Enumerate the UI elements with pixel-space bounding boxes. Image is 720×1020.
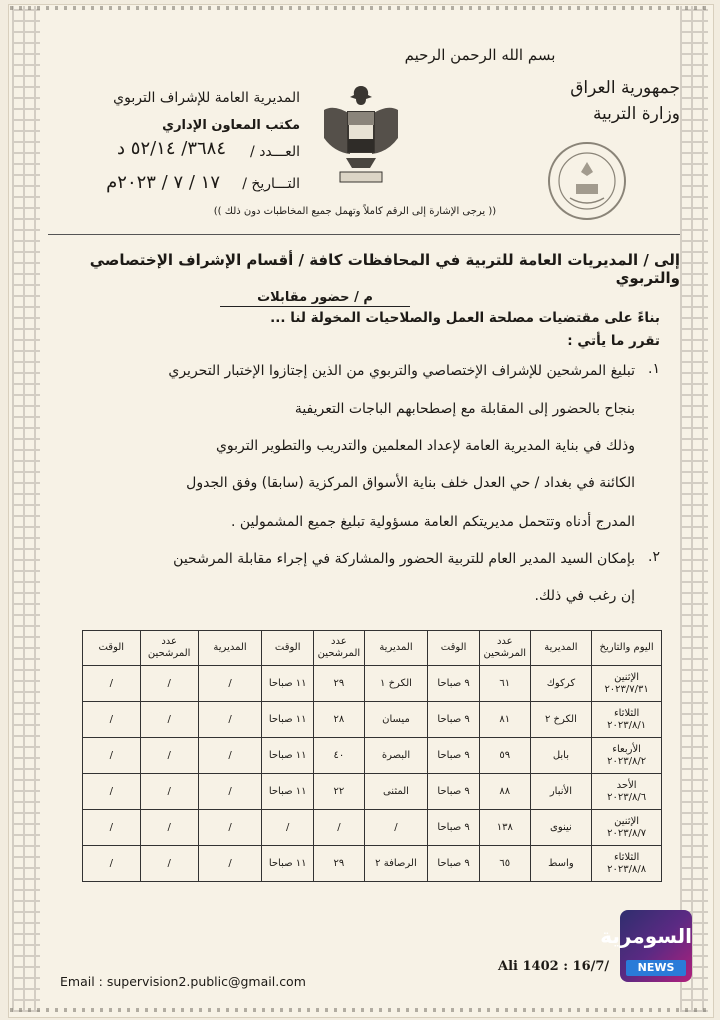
row-date: ٢٠٢٣/٨/١ bbox=[607, 719, 647, 731]
contact-email: Email : supervision2.public@gmail.com bbox=[60, 974, 306, 989]
document-number: ٣٦٨٤/ ٥٢/١٤ د bbox=[117, 138, 226, 159]
table-cell: ١١ صباحا bbox=[262, 666, 314, 702]
item-line: إن رغب في ذلك. bbox=[534, 588, 635, 604]
table-cell: المثنى bbox=[364, 774, 428, 810]
table-cell: ٨١ bbox=[479, 702, 530, 738]
column-header: عدد المرشحين bbox=[314, 631, 365, 666]
table-cell: / bbox=[140, 774, 198, 810]
day-name: الإثنين bbox=[614, 671, 640, 683]
table-row bbox=[83, 846, 662, 882]
table-cell: ١١ صباحا bbox=[262, 774, 314, 810]
directorate-name: المديرية العامة للإشراف التربوي bbox=[113, 90, 300, 106]
table-cell: واسط bbox=[530, 846, 592, 882]
news-logo bbox=[600, 910, 692, 982]
item-line: وذلك في بناية المديرية العامة لإعداد المعلمين والتدريب والتطوير التربوي bbox=[215, 438, 635, 454]
office-name: مكتب المعاون الإداري bbox=[162, 118, 300, 133]
table-cell: / bbox=[198, 666, 262, 702]
table-cell: ١١ صباحا bbox=[262, 738, 314, 774]
day-date-cell bbox=[592, 810, 662, 846]
table-cell: / bbox=[83, 810, 141, 846]
column-header: الوقت bbox=[262, 631, 314, 666]
table-cell: ٢٢ bbox=[314, 774, 365, 810]
table-cell: / bbox=[314, 810, 365, 846]
table-cell: / bbox=[140, 702, 198, 738]
interview-schedule-table bbox=[82, 630, 662, 882]
reference-notice: (( يرجى الإشارة إلى الرقم كاملاً وتهمل جميع المخاطبات دون ذلك )) bbox=[213, 206, 497, 217]
table-cell: / bbox=[364, 810, 428, 846]
column-header: المديرية bbox=[530, 631, 592, 666]
day-date-cell bbox=[592, 774, 662, 810]
table-cell: ٥٩ bbox=[479, 738, 530, 774]
table-cell: / bbox=[262, 810, 314, 846]
item-number: ٢. bbox=[648, 549, 660, 565]
table-cell: / bbox=[140, 738, 198, 774]
decorative-border-top bbox=[10, 6, 710, 10]
date-label: التـــاريخ / bbox=[242, 176, 300, 192]
subject: م / حضور مقابلات bbox=[220, 290, 410, 307]
basmala: بسم الله الرحمن الرحيم bbox=[404, 46, 556, 64]
eagle-emblem-icon bbox=[318, 80, 404, 188]
table-row bbox=[83, 666, 662, 702]
document-reference: Ali 1402 : 16/7/ bbox=[498, 959, 610, 974]
row-date: ٢٠٢٣/٧/٣١ bbox=[604, 683, 649, 695]
ministry-name: وزارة التربية bbox=[592, 104, 680, 124]
column-header: الوقت bbox=[428, 631, 480, 666]
decorative-border-bottom bbox=[10, 1008, 710, 1012]
decorative-border-left bbox=[12, 6, 40, 1012]
day-name: الأربعاء bbox=[612, 743, 641, 755]
table-cell: / bbox=[83, 774, 141, 810]
table-cell: ٦٥ bbox=[479, 846, 530, 882]
table-cell: نينوى bbox=[530, 810, 592, 846]
day-date-cell bbox=[592, 666, 662, 702]
table-cell: / bbox=[83, 846, 141, 882]
table-cell: / bbox=[198, 774, 262, 810]
addressee: إلى / المديريات العامة للتربية في المحافظات كافة / أقسام الإشراف الإختصاصي والتربوي bbox=[89, 251, 680, 287]
column-header: الوقت bbox=[83, 631, 141, 666]
table-cell: الرصافة ٢ bbox=[364, 846, 428, 882]
table-cell: / bbox=[83, 702, 141, 738]
table-cell: ١١ صباحا bbox=[262, 702, 314, 738]
day-date-cell bbox=[592, 846, 662, 882]
item-line: بإمكان السيد المدير العام للتربية الحضور والمشاركة في إجراء مقابلة المرشحين bbox=[173, 551, 635, 567]
country-name: جمهورية العراق bbox=[570, 78, 680, 98]
day-name: الأحد bbox=[616, 779, 637, 791]
table-cell: ٩ صباحا bbox=[428, 738, 480, 774]
item-line: تبليغ المرشحين للإشراف الإختصاصي والتربوي من الذين إجتازوا الإختبار التحريري bbox=[168, 363, 635, 379]
table-cell: ١١ صباحا bbox=[262, 846, 314, 882]
table-row bbox=[83, 810, 662, 846]
table-cell: ٩ صباحا bbox=[428, 702, 480, 738]
table-cell: ٢٩ bbox=[314, 666, 365, 702]
table-cell: الأنبار bbox=[530, 774, 592, 810]
item-line: المدرج أدناه وتتحمل مديريتكم العامة مسؤولية تبليغ جميع المشمولين . bbox=[231, 514, 635, 530]
news-badge: NEWS bbox=[626, 960, 686, 976]
table-cell: ١٣٨ bbox=[479, 810, 530, 846]
table-cell: ٩ صباحا bbox=[428, 774, 480, 810]
row-date: ٢٠٢٣/٨/٧ bbox=[607, 827, 647, 839]
item-number: ١. bbox=[648, 361, 660, 377]
table-cell: / bbox=[198, 738, 262, 774]
item-line: الكائنة في بغداد / حي العدل خلف بناية الأسواق المركزية (سابقا) وفق الجدول bbox=[186, 475, 635, 491]
row-date: ٢٠٢٣/٨/٦ bbox=[607, 791, 647, 803]
ministry-seal-icon bbox=[546, 140, 628, 222]
table-row bbox=[83, 774, 662, 810]
column-header: المديرية bbox=[198, 631, 262, 666]
table-cell: / bbox=[140, 846, 198, 882]
header-divider bbox=[48, 234, 680, 235]
table-cell: ٢٨ bbox=[314, 702, 365, 738]
column-header: اليوم والتاريخ bbox=[592, 631, 662, 666]
day-date-cell bbox=[592, 702, 662, 738]
table-cell: الكرخ ٢ bbox=[530, 702, 592, 738]
table-cell: / bbox=[83, 666, 141, 702]
table-cell: الكرخ ١ bbox=[364, 666, 428, 702]
day-date-cell bbox=[592, 738, 662, 774]
logo-text: السومرية bbox=[600, 924, 692, 948]
table-cell: ٨٨ bbox=[479, 774, 530, 810]
row-date: ٢٠٢٣/٨/٨ bbox=[607, 863, 647, 875]
column-header: عدد المرشحين bbox=[479, 631, 530, 666]
table-cell: ٦١ bbox=[479, 666, 530, 702]
table-cell: / bbox=[83, 738, 141, 774]
day-name: الثلاثاء bbox=[613, 707, 640, 719]
intro-decision: تقرر ما يأتي : bbox=[567, 333, 660, 349]
table-cell: ٩ صباحا bbox=[428, 846, 480, 882]
decorative-border-right bbox=[680, 6, 708, 1012]
table-header-row bbox=[83, 631, 662, 666]
day-name: الإثنين bbox=[614, 815, 640, 827]
column-header: المديرية bbox=[364, 631, 428, 666]
table-cell: / bbox=[198, 810, 262, 846]
table-cell: ٩ صباحا bbox=[428, 810, 480, 846]
table-cell: بابل bbox=[530, 738, 592, 774]
day-name: الثلاثاء bbox=[613, 851, 640, 863]
table-cell: البصرة bbox=[364, 738, 428, 774]
item-line: بنجاح بالحضور إلى المقابلة مع إصطحابهم الباجات التعريفية bbox=[294, 401, 635, 417]
table-cell: ميسان bbox=[364, 702, 428, 738]
table-cell: / bbox=[140, 810, 198, 846]
document-date: ١٧ / ٧ / ٢٠٢٣م bbox=[106, 172, 220, 193]
table-cell: ٩ صباحا bbox=[428, 666, 480, 702]
row-date: ٢٠٢٣/٨/٢ bbox=[607, 755, 647, 767]
table-cell: / bbox=[140, 666, 198, 702]
table-cell: / bbox=[198, 846, 262, 882]
table-cell: ٢٩ bbox=[314, 846, 365, 882]
column-header: عدد المرشحين bbox=[140, 631, 198, 666]
table-row bbox=[83, 738, 662, 774]
number-label: العـــدد / bbox=[250, 144, 300, 160]
table-cell: كركوك bbox=[530, 666, 592, 702]
table-cell: / bbox=[198, 702, 262, 738]
table-row bbox=[83, 702, 662, 738]
intro-line: بناءً على مقتضيات مصلحة العمل والصلاحيات المخولة لنا ... bbox=[270, 310, 660, 326]
table-cell: ٤٠ bbox=[314, 738, 365, 774]
